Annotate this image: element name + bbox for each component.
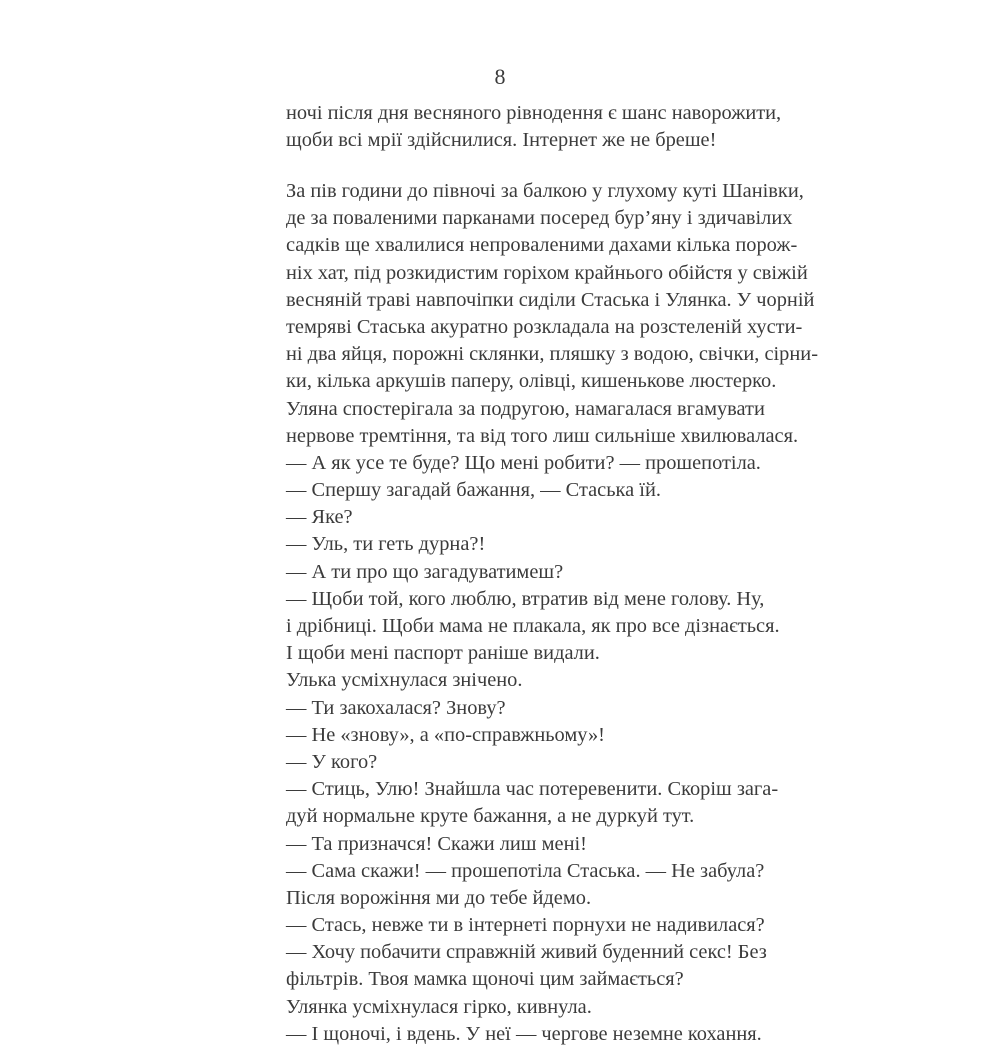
dialogue-line: — Та призначся! Скажи лиш мені! [286, 832, 587, 855]
dialogue-line: — Ти закохалася? Знову? [286, 696, 506, 719]
page-number: 8 [494, 64, 506, 89]
dialogue-line: дуй нормальне круте бажання, а не дуркуй тут. [286, 805, 695, 828]
text-line: За пів години до півночі за балкою у глухому куті Шанівки, [286, 180, 804, 202]
dialogue-line: — Хочу побачити справжній живий буденний секс! Без [286, 941, 767, 964]
dialogue-line: фільтрів. Твоя мамка щоночі цим займається? [286, 968, 684, 991]
dialogue-line: — Спершу загадай бажання, — Стаська їй. [286, 479, 661, 502]
text-line: ніх хат, під розкидистим горіхом крайнього обійстя у свіжій [286, 261, 808, 284]
text-line: ночі після дня весняного рівнодення є шанс наворожити, [286, 102, 782, 124]
dialogue-line: — Не «знову», а «по-справжньому»! [286, 723, 605, 746]
dialogue-line: Улянка усміхнулася гірко, кивнула. [286, 995, 592, 1018]
dialogue-line: Улька усміхнулася знічено. [286, 669, 523, 692]
text-line: садків ще хвалилися непровaленими дахами кілька порож- [286, 234, 798, 257]
dialogue-line: І щоби мені паспорт раніше видали. [286, 642, 600, 665]
text-line: ки, кілька аркушів паперу, олівці, кишенькове люстерко. [286, 370, 777, 393]
dialogue-line: — Щоби той, кого люблю, втратив від мене голову. Ну, [286, 587, 765, 610]
dialogue-line: — Уль, ти геть дурна?! [286, 533, 486, 556]
dialogue-line: — А як усе те буде? Що мені робити? — прошепотіла. [286, 451, 761, 474]
dialogue-line: — Сама скажи! — прошепотіла Стаська. — Не забула? [286, 859, 765, 882]
dialogue-line: Після ворожіння ми до тебе йдемо. [286, 886, 592, 909]
dialogue-line: і дрібниці. Щоби мама не плакала, як про все дізнається. [286, 615, 780, 637]
dialogue-line: — Стась, невже ти в інтернеті порнухи не надивилася? [286, 914, 765, 937]
paragraph-2 [286, 178, 818, 1048]
dialogue-line: — Стиць, Улю! Знайшла час потеревенити. Скоріш зага- [286, 778, 779, 801]
paragraph-1 [286, 100, 782, 154]
text-line: нервове тремтіння, та від того лиш сильніше хвилювалася. [286, 424, 799, 447]
text-line: щоби всі мрії здійснилися. Інтернет же не бреше! [286, 129, 717, 152]
text-line: темряві Стаська акуратно розкладала на розстеленій хусти- [286, 315, 803, 338]
text-line: де за поваленими парканами посеред бур’яну і здичавілих [286, 207, 793, 230]
text-line: весняній траві навпочіпки сиділи Стаська і Улянка. У чорній [286, 288, 815, 311]
text-line: Уляна спостерігала за подругою, намагалася вгамувати [286, 397, 765, 420]
dialogue-line: — Яке? [286, 506, 353, 529]
dialogue-line: — І щоночі, і вдень. У неї — чергове неземне кохання. [286, 1022, 762, 1045]
dialogue-line: — У кого? [286, 750, 378, 773]
text-line: ні два яйця, порожні склянки, пляшку з водою, свічки, сірни- [286, 343, 818, 366]
dialogue-line: — А ти про що загадуватимеш? [286, 560, 564, 583]
